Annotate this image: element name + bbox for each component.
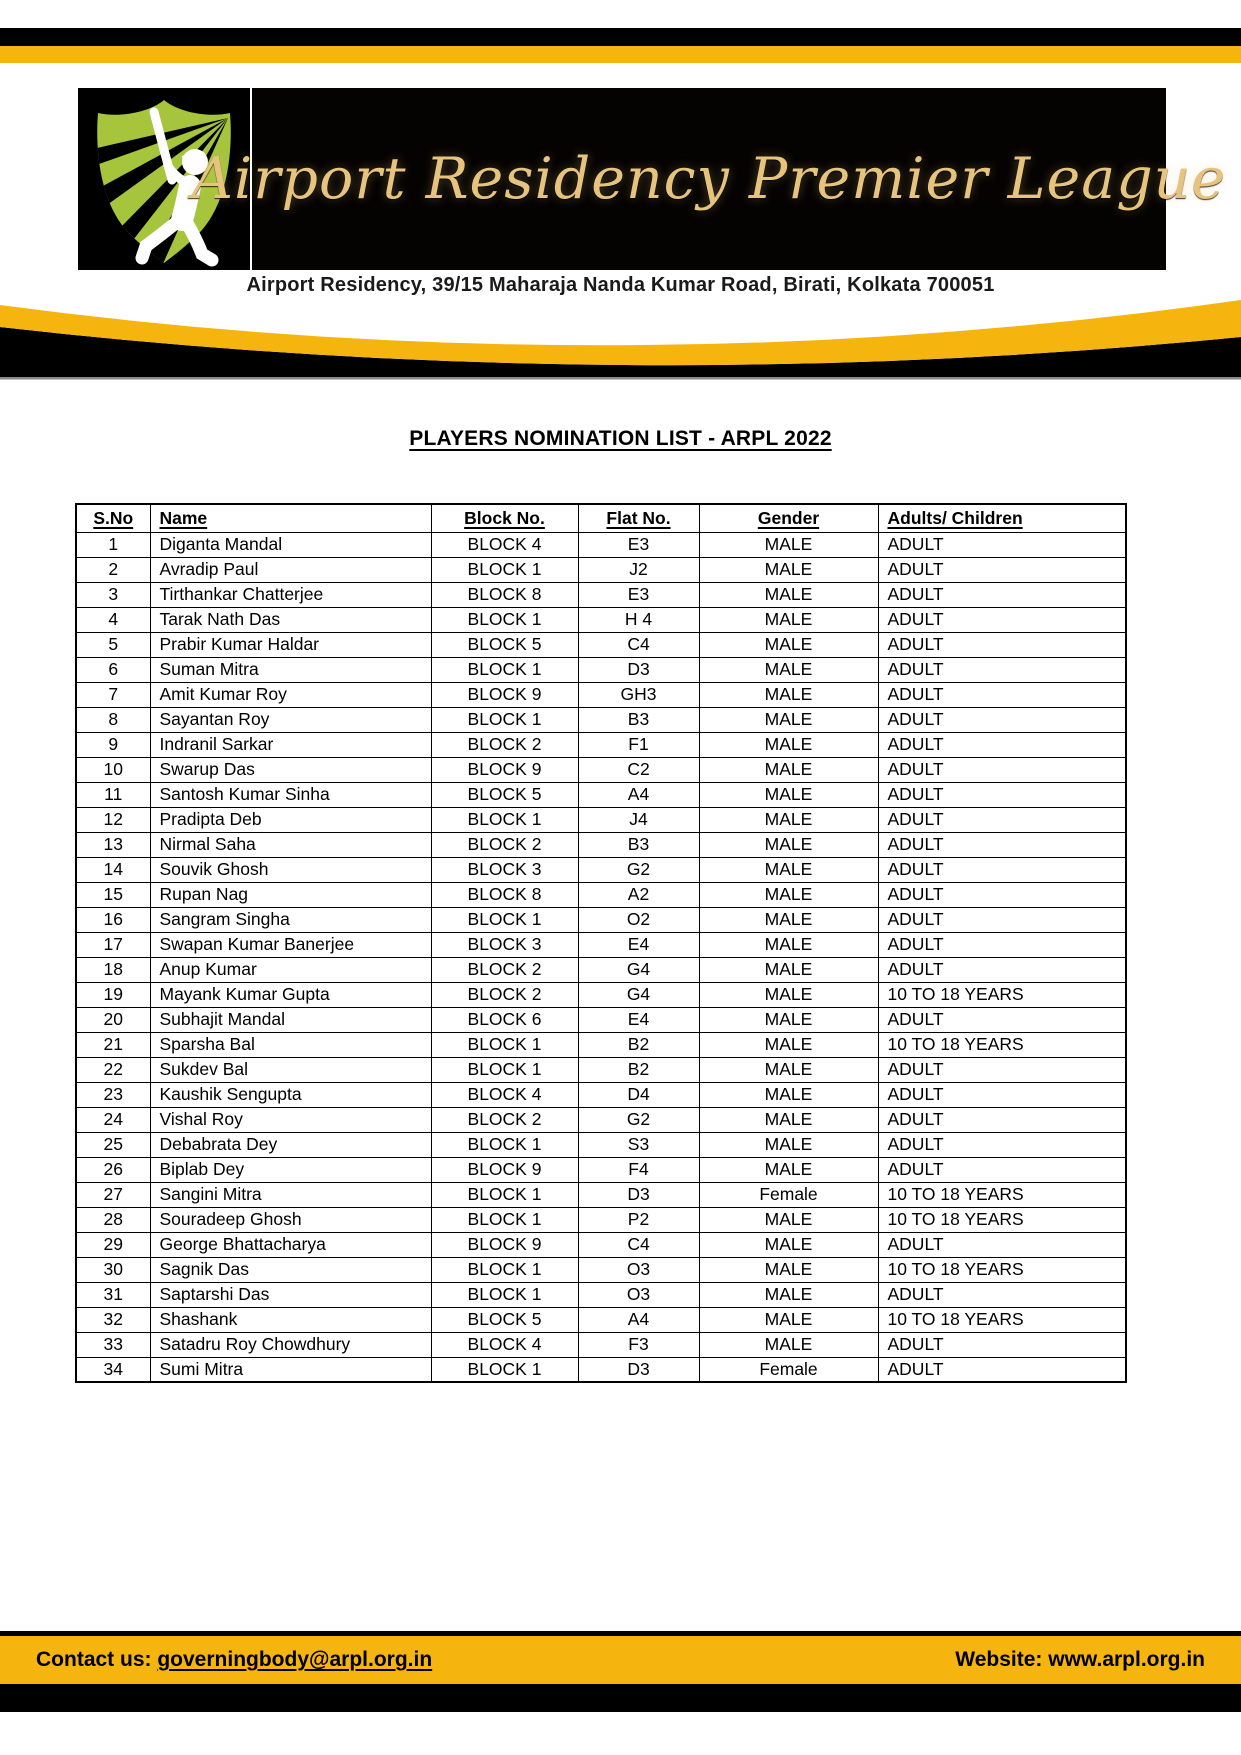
league-name: Airport Residency Premier League	[191, 146, 1227, 212]
table-cell: ADULT	[878, 1107, 1126, 1132]
table-cell: 15	[76, 882, 150, 907]
table-row	[76, 857, 1126, 882]
table-cell: BLOCK 4	[431, 1082, 578, 1107]
table-cell: 10 TO 18 YEARS	[878, 1257, 1126, 1282]
table-cell: 11	[76, 782, 150, 807]
table-cell: G4	[578, 957, 699, 982]
table-cell: Pradipta Deb	[150, 807, 431, 832]
table-cell: 1	[76, 532, 150, 557]
table-cell: BLOCK 1	[431, 557, 578, 582]
footer-contact	[36, 1648, 432, 1672]
table-cell: O3	[578, 1282, 699, 1307]
table-cell: MALE	[699, 1282, 878, 1307]
table-row	[76, 632, 1126, 657]
table-cell: ADULT	[878, 807, 1126, 832]
table-cell: 2	[76, 557, 150, 582]
table-cell: BLOCK 1	[431, 1132, 578, 1157]
table-row	[76, 657, 1126, 682]
table-cell: Anup Kumar	[150, 957, 431, 982]
table-cell: F1	[578, 732, 699, 757]
table-row	[76, 582, 1126, 607]
table-cell: 33	[76, 1332, 150, 1357]
footer-website	[955, 1648, 1205, 1672]
table-cell: BLOCK 2	[431, 982, 578, 1007]
table-row	[76, 1107, 1126, 1132]
table-cell: BLOCK 1	[431, 1032, 578, 1057]
table-cell: C2	[578, 757, 699, 782]
table-row	[76, 1232, 1126, 1257]
table-cell: MALE	[699, 1157, 878, 1182]
contact-email-link[interactable]: governingbody@arpl.org.in	[157, 1648, 433, 1671]
table-cell: ADULT	[878, 682, 1126, 707]
table-row	[76, 1207, 1126, 1232]
table-cell: ADULT	[878, 1282, 1126, 1307]
table-header-row	[76, 504, 1126, 532]
column-header: Adults/ Children	[878, 504, 1126, 532]
table-cell: F4	[578, 1157, 699, 1182]
table-row	[76, 757, 1126, 782]
table-cell: D3	[578, 657, 699, 682]
table-cell: 13	[76, 832, 150, 857]
table-cell: E3	[578, 582, 699, 607]
table-cell: GH3	[578, 682, 699, 707]
table-cell: Souradeep Ghosh	[150, 1207, 431, 1232]
table-cell: 10	[76, 757, 150, 782]
table-cell: 18	[76, 957, 150, 982]
table-row	[76, 1332, 1126, 1357]
top-black-band	[0, 28, 1241, 46]
table-cell: BLOCK 5	[431, 632, 578, 657]
table-cell: Sukdev Bal	[150, 1057, 431, 1082]
table-row	[76, 907, 1126, 932]
table-row	[76, 1132, 1126, 1157]
table-cell: E4	[578, 1007, 699, 1032]
table-cell: 8	[76, 707, 150, 732]
table-row	[76, 732, 1126, 757]
table-cell: Rupan Nag	[150, 882, 431, 907]
table-cell: E4	[578, 932, 699, 957]
table-cell: Kaushik Sengupta	[150, 1082, 431, 1107]
table-cell: BLOCK 1	[431, 1057, 578, 1082]
table-cell: Sangini Mitra	[150, 1182, 431, 1207]
table-cell: BLOCK 8	[431, 582, 578, 607]
table-cell: Santosh Kumar Sinha	[150, 782, 431, 807]
top-yellow-band	[0, 46, 1241, 63]
table-cell: Shashank	[150, 1307, 431, 1332]
table-cell: S3	[578, 1132, 699, 1157]
table-cell: 10 TO 18 YEARS	[878, 1307, 1126, 1332]
table-cell: 9	[76, 732, 150, 757]
table-cell: 20	[76, 1007, 150, 1032]
table-cell: O2	[578, 907, 699, 932]
website-url: www.arpl.org.in	[1048, 1648, 1205, 1671]
table-cell: Debabrata Dey	[150, 1132, 431, 1157]
table-cell: A2	[578, 882, 699, 907]
table-cell: BLOCK 5	[431, 1307, 578, 1332]
table-row	[76, 807, 1126, 832]
table-cell: ADULT	[878, 907, 1126, 932]
table-cell: C4	[578, 1232, 699, 1257]
table-cell: ADULT	[878, 557, 1126, 582]
table-cell: ADULT	[878, 707, 1126, 732]
table-cell: 10 TO 18 YEARS	[878, 982, 1126, 1007]
table-cell: MALE	[699, 1207, 878, 1232]
table-cell: ADULT	[878, 782, 1126, 807]
contact-label: Contact us:	[36, 1648, 152, 1671]
table-row	[76, 532, 1126, 557]
document-title: PLAYERS NOMINATION LIST - ARPL 2022	[409, 427, 832, 450]
table-cell: BLOCK 1	[431, 1282, 578, 1307]
table-cell: F3	[578, 1332, 699, 1357]
table-cell: 26	[76, 1157, 150, 1182]
table-cell: BLOCK 2	[431, 957, 578, 982]
table-cell: 30	[76, 1257, 150, 1282]
table-row	[76, 1357, 1126, 1382]
table-cell: MALE	[699, 632, 878, 657]
table-cell: MALE	[699, 1082, 878, 1107]
table-cell: ADULT	[878, 1157, 1126, 1182]
table-cell: Biplab Dey	[150, 1157, 431, 1182]
league-address: Airport Residency, 39/15 Maharaja Nanda Kumar Road, Birati, Kolkata 700051	[246, 274, 995, 296]
table-cell: D3	[578, 1182, 699, 1207]
table-row	[76, 1082, 1126, 1107]
table-row	[76, 1057, 1126, 1082]
league-banner	[191, 88, 1227, 270]
column-header: Block No.	[431, 504, 578, 532]
table-cell: 28	[76, 1207, 150, 1232]
table-cell: Sagnik Das	[150, 1257, 431, 1282]
table-cell: MALE	[699, 832, 878, 857]
table-cell: BLOCK 1	[431, 1257, 578, 1282]
table-row	[76, 1157, 1126, 1182]
table-row	[76, 1282, 1126, 1307]
table-cell: 7	[76, 682, 150, 707]
table-row	[76, 782, 1126, 807]
column-header: Flat No.	[578, 504, 699, 532]
table-cell: BLOCK 2	[431, 1107, 578, 1132]
table-cell: BLOCK 9	[431, 1232, 578, 1257]
table-row	[76, 607, 1126, 632]
table-cell: B2	[578, 1032, 699, 1057]
table-cell: BLOCK 1	[431, 607, 578, 632]
table-cell: Sumi Mitra	[150, 1357, 431, 1382]
table-cell: MALE	[699, 657, 878, 682]
players-table-header	[76, 504, 1126, 532]
table-cell: Sangram Singha	[150, 907, 431, 932]
table-cell: 27	[76, 1182, 150, 1207]
table-cell: BLOCK 1	[431, 1182, 578, 1207]
table-cell: MALE	[699, 682, 878, 707]
table-cell: G4	[578, 982, 699, 1007]
table-cell: Satadru Roy Chowdhury	[150, 1332, 431, 1357]
table-cell: D3	[578, 1357, 699, 1382]
table-cell: 32	[76, 1307, 150, 1332]
table-cell: 17	[76, 932, 150, 957]
table-cell: Mayank Kumar Gupta	[150, 982, 431, 1007]
table-cell: ADULT	[878, 607, 1126, 632]
table-cell: MALE	[699, 1307, 878, 1332]
table-cell: Sparsha Bal	[150, 1032, 431, 1057]
table-cell: ADULT	[878, 1357, 1126, 1382]
table-cell: ADULT	[878, 1057, 1126, 1082]
table-cell: Prabir Kumar Haldar	[150, 632, 431, 657]
column-header: S.No	[76, 504, 150, 532]
table-cell: A4	[578, 782, 699, 807]
table-cell: Female	[699, 1182, 878, 1207]
table-row	[76, 1032, 1126, 1057]
table-cell: 21	[76, 1032, 150, 1057]
table-cell: Nirmal Saha	[150, 832, 431, 857]
table-cell: 23	[76, 1082, 150, 1107]
table-cell: B3	[578, 832, 699, 857]
table-cell: 22	[76, 1057, 150, 1082]
table-cell: 12	[76, 807, 150, 832]
table-cell: BLOCK 3	[431, 857, 578, 882]
table-cell: 10 TO 18 YEARS	[878, 1032, 1126, 1057]
table-cell: MALE	[699, 857, 878, 882]
table-cell: ADULT	[878, 732, 1126, 757]
column-header: Name	[150, 504, 431, 532]
table-row	[76, 1182, 1126, 1207]
table-cell: B2	[578, 1057, 699, 1082]
table-cell: Female	[699, 1357, 878, 1382]
table-cell: ADULT	[878, 532, 1126, 557]
table-cell: BLOCK 1	[431, 807, 578, 832]
table-cell: B3	[578, 707, 699, 732]
table-cell: 14	[76, 857, 150, 882]
table-row	[76, 1007, 1126, 1032]
table-cell: ADULT	[878, 832, 1126, 857]
footer-black-band	[0, 1684, 1241, 1712]
table-cell: BLOCK 9	[431, 682, 578, 707]
table-cell: Avradip Paul	[150, 557, 431, 582]
table-cell: Suman Mitra	[150, 657, 431, 682]
table-cell: BLOCK 2	[431, 832, 578, 857]
table-cell: MALE	[699, 1132, 878, 1157]
table-cell: ADULT	[878, 1132, 1126, 1157]
table-cell: MALE	[699, 607, 878, 632]
table-row	[76, 682, 1126, 707]
table-cell: G2	[578, 1107, 699, 1132]
table-row	[76, 707, 1126, 732]
table-cell: MALE	[699, 1232, 878, 1257]
table-cell: BLOCK 2	[431, 732, 578, 757]
table-cell: ADULT	[878, 582, 1126, 607]
table-cell: 5	[76, 632, 150, 657]
table-cell: MALE	[699, 732, 878, 757]
table-cell: BLOCK 8	[431, 882, 578, 907]
table-cell: E3	[578, 532, 699, 557]
website-label: Website:	[955, 1648, 1043, 1671]
table-cell: ADULT	[878, 957, 1126, 982]
table-cell: BLOCK 5	[431, 782, 578, 807]
table-cell: Indranil Sarkar	[150, 732, 431, 757]
table-cell: George Bhattacharya	[150, 1232, 431, 1257]
table-cell: MALE	[699, 957, 878, 982]
table-cell: D4	[578, 1082, 699, 1107]
table-cell: MALE	[699, 807, 878, 832]
table-cell: ADULT	[878, 1232, 1126, 1257]
table-cell: ADULT	[878, 857, 1126, 882]
table-cell: MALE	[699, 582, 878, 607]
table-cell: J2	[578, 557, 699, 582]
table-cell: BLOCK 1	[431, 1357, 578, 1382]
table-cell: ADULT	[878, 1082, 1126, 1107]
table-row	[76, 1257, 1126, 1282]
table-cell: H 4	[578, 607, 699, 632]
table-cell: 34	[76, 1357, 150, 1382]
table-cell: BLOCK 6	[431, 1007, 578, 1032]
table-cell: BLOCK 1	[431, 907, 578, 932]
table-cell: MALE	[699, 982, 878, 1007]
table-cell: BLOCK 1	[431, 707, 578, 732]
table-cell: 3	[76, 582, 150, 607]
table-cell: Diganta Mandal	[150, 532, 431, 557]
table-cell: MALE	[699, 1257, 878, 1282]
table-cell: Swapan Kumar Banerjee	[150, 932, 431, 957]
table-cell: 4	[76, 607, 150, 632]
table-cell: MALE	[699, 757, 878, 782]
table-row	[76, 557, 1126, 582]
table-cell: ADULT	[878, 657, 1126, 682]
players-table	[75, 503, 1127, 1383]
table-cell: MALE	[699, 1007, 878, 1032]
table-row	[76, 932, 1126, 957]
table-cell: ADULT	[878, 632, 1126, 657]
table-row	[76, 957, 1126, 982]
table-cell: BLOCK 1	[431, 657, 578, 682]
table-cell: Tirthankar Chatterjee	[150, 582, 431, 607]
table-cell: Sayantan Roy	[150, 707, 431, 732]
table-cell: 16	[76, 907, 150, 932]
table-cell: ADULT	[878, 882, 1126, 907]
table-cell: 31	[76, 1282, 150, 1307]
table-cell: MALE	[699, 557, 878, 582]
table-cell: A4	[578, 1307, 699, 1332]
table-cell: Subhajit Mandal	[150, 1007, 431, 1032]
table-cell: 10 TO 18 YEARS	[878, 1207, 1126, 1232]
table-cell: BLOCK 9	[431, 1157, 578, 1182]
table-cell: Vishal Roy	[150, 1107, 431, 1132]
column-header: Gender	[699, 504, 878, 532]
table-cell: MALE	[699, 532, 878, 557]
table-cell: BLOCK 3	[431, 932, 578, 957]
table-cell: BLOCK 4	[431, 1332, 578, 1357]
table-cell: Souvik Ghosh	[150, 857, 431, 882]
table-cell: MALE	[699, 882, 878, 907]
table-row	[76, 982, 1126, 1007]
table-cell: G2	[578, 857, 699, 882]
footer-bar	[0, 1636, 1241, 1684]
table-cell: Saptarshi Das	[150, 1282, 431, 1307]
table-cell: MALE	[699, 907, 878, 932]
table-cell: MALE	[699, 1332, 878, 1357]
table-cell: MALE	[699, 707, 878, 732]
table-cell: J4	[578, 807, 699, 832]
table-cell: BLOCK 9	[431, 757, 578, 782]
table-cell: 10 TO 18 YEARS	[878, 1182, 1126, 1207]
table-cell: Tarak Nath Das	[150, 607, 431, 632]
table-cell: 6	[76, 657, 150, 682]
table-cell: BLOCK 1	[431, 1207, 578, 1232]
table-row	[76, 882, 1126, 907]
header-swoosh-decoration	[0, 268, 1241, 380]
table-cell: ADULT	[878, 1007, 1126, 1032]
table-cell: MALE	[699, 1107, 878, 1132]
table-cell: 19	[76, 982, 150, 1007]
table-row	[76, 832, 1126, 857]
table-cell: 24	[76, 1107, 150, 1132]
table-cell: 25	[76, 1132, 150, 1157]
table-cell: Swarup Das	[150, 757, 431, 782]
table-cell: ADULT	[878, 932, 1126, 957]
table-cell: MALE	[699, 1032, 878, 1057]
players-table-body	[76, 532, 1126, 1382]
table-cell: ADULT	[878, 1332, 1126, 1357]
table-row	[76, 1307, 1126, 1332]
table-cell: MALE	[699, 782, 878, 807]
table-cell: MALE	[699, 1057, 878, 1082]
table-cell: MALE	[699, 932, 878, 957]
table-cell: P2	[578, 1207, 699, 1232]
table-cell: C4	[578, 632, 699, 657]
table-cell: O3	[578, 1257, 699, 1282]
table-cell: ADULT	[878, 757, 1126, 782]
table-cell: Amit Kumar Roy	[150, 682, 431, 707]
table-cell: 29	[76, 1232, 150, 1257]
table-cell: BLOCK 4	[431, 532, 578, 557]
